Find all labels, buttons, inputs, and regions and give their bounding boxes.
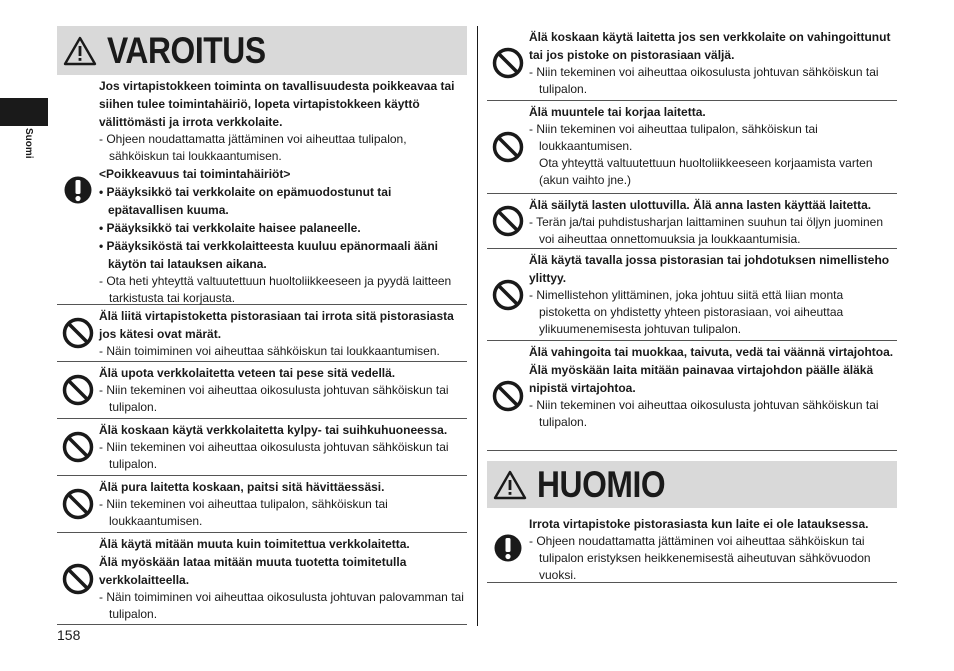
item-note: - Niin tekeminen voi aiheuttaa tulipalon, sähköiskun tai loukkaantumisen. — [529, 122, 818, 153]
item-heading: Älä upota verkkolaitetta veteen tai pese sitä vedellä. — [99, 366, 396, 380]
language-tab-marker — [0, 98, 48, 126]
item-text — [529, 513, 897, 582]
item-text — [99, 362, 467, 418]
item-text — [99, 533, 467, 624]
item-heading: Älä käytä mitään muuta kuin toimitettua verkkolaitetta. — [99, 537, 410, 551]
icon-cell — [487, 341, 529, 450]
icon-cell — [57, 305, 99, 361]
item-heading: Älä muuntele tai korjaa laitetta. — [529, 105, 706, 119]
prohibition-icon — [492, 131, 524, 163]
warning-title: VAROITUS — [107, 29, 266, 71]
item-note: - Terän ja/tai puhdistusharjan laittaminen suuhun tai öljyn juominen voi aiheuttaa onnettomuuksia ja loukkaantumisia. — [529, 215, 883, 246]
icon-cell — [57, 533, 99, 624]
item-note: - Niin tekeminen voi aiheuttaa oikosulusta johtuvan sähköiskun tai tulipalon. — [99, 383, 449, 414]
prohibition-icon — [62, 563, 94, 595]
item-heading: Irrota virtapistoke pistorasiasta kun laite ei ole latauksessa. — [529, 517, 869, 531]
warning-item — [57, 75, 467, 305]
item-note: - Näin toimiminen voi aiheuttaa oikosulusta johtuvan palovamman tai tulipalon. — [99, 590, 464, 621]
icon-cell — [57, 419, 99, 475]
item-heading: Jos virtapistokkeen toiminta on tavallisuudesta poikkeavaa tai siihen tulee toimintahäiriö, lopeta virtapistokkeen käyttö välittömästi ja irrota verkkolaite. — [99, 79, 455, 129]
item-heading: Älä säilytä lasten ulottuvilla. Älä anna lasten käyttää laitetta. — [529, 198, 872, 212]
warning-item — [487, 341, 897, 451]
warning-item — [57, 533, 467, 625]
item-heading: Älä koskaan käytä laitetta jos sen verkkolaite on vahingoittunut tai jos pistoke on pistorasiaan väljä. — [529, 30, 891, 62]
icon-cell — [57, 75, 99, 304]
item-text — [99, 476, 467, 532]
warning-triangle-icon — [493, 470, 527, 500]
prohibition-icon — [492, 47, 524, 79]
warning-item — [487, 26, 897, 101]
icon-cell — [487, 513, 529, 582]
warning-item — [57, 362, 467, 419]
item-note: - Ohjeen noudattamatta jättäminen voi aiheuttaa sähköiskun tai tulipalon eristyksen heikkenemisestä aiheutuvan sähkövuodon vuoksi. — [529, 534, 871, 582]
bullet-item: • Pääyksikkö tai verkkolaite haisee palaneelle. — [99, 221, 361, 235]
item-text — [99, 305, 467, 361]
item-text — [99, 75, 467, 304]
warning-item — [57, 305, 467, 362]
bullet-item: • Pääyksiköstä tai verkkolaitteesta kuuluu epänormaali ääni käytön tai latauksen aikana. — [99, 239, 439, 271]
item-text — [529, 249, 897, 340]
item-note: - Niin tekeminen voi aiheuttaa oikosulusta johtuvan sähköiskun tai tulipalon. — [529, 398, 879, 429]
mandatory-exclamation-icon — [494, 532, 522, 564]
left-column — [57, 26, 467, 625]
item-note: - Niin tekeminen voi aiheuttaa oikosulusta johtuvan sähköiskun tai tulipalon. — [529, 65, 879, 96]
item-heading-2: Älä myöskään laita mitään painavaa virtajohdon päälle äläkä nipistä virtajohtoa. — [529, 363, 874, 395]
item-heading: Älä pura laitetta koskaan, paitsi sitä hävittäessäsi. — [99, 480, 385, 494]
warning-item — [487, 249, 897, 341]
item-note: - Näin toimiminen voi aiheuttaa sähköiskun tai loukkaantumisen. — [99, 344, 440, 358]
icon-cell — [487, 26, 529, 100]
language-tab-label: Suomi — [23, 128, 34, 159]
prohibition-icon — [492, 205, 524, 237]
prohibition-icon — [62, 317, 94, 349]
caution-title: HUOMIO — [537, 463, 666, 505]
item-text — [529, 194, 897, 248]
icon-cell — [57, 476, 99, 532]
item-text — [529, 341, 897, 450]
item-text — [529, 26, 897, 100]
warning-banner — [57, 26, 467, 75]
item-note-continued: Ota yhteyttä valtuutettuun huoltoliikkeeseen korjaamista varten (akun vaihto jne.) — [539, 156, 873, 187]
warning-item — [487, 194, 897, 249]
caution-item — [487, 513, 897, 583]
page-number: 158 — [57, 627, 81, 643]
warning-item — [57, 476, 467, 533]
caution-banner — [487, 461, 897, 508]
warning-triangle-icon — [63, 36, 97, 66]
item-note: - Niin tekeminen voi aiheuttaa oikosulusta johtuvan sähköiskun tai tulipalon. — [99, 440, 449, 471]
spacer — [487, 451, 897, 461]
icon-cell — [487, 194, 529, 248]
prohibition-icon — [62, 374, 94, 406]
right-column — [487, 26, 897, 583]
prohibition-icon — [492, 279, 524, 311]
mandatory-exclamation-icon — [64, 174, 92, 206]
item-heading: Älä liitä virtapistoketta pistorasiaan tai irrota sitä pistorasiasta jos kätesi ovat märät. — [99, 309, 454, 341]
column-divider — [477, 26, 478, 626]
item-note: - Nimellistehon ylittäminen, joka johtuu siitä että liian monta pistoketta on yhdistetty yhteen pistorasiaan, voi aiheuttaa ylikuumenemisesta johtuvan tulipalon. — [529, 288, 844, 336]
item-subheading: <Poikkeavuus tai toimintahäiriöt> — [99, 167, 291, 181]
warning-item — [57, 419, 467, 476]
bullet-item: • Pääyksikkö tai verkkolaite on epämuodostunut tai epätavallisen kuuma. — [99, 185, 392, 217]
icon-cell — [487, 249, 529, 340]
item-note: - Ota heti yhteyttä valtuutettuun huoltoliikkeeseen ja pyydä laitteen tarkistusta tai korjausta. — [99, 274, 452, 305]
item-text — [99, 419, 467, 475]
item-heading: Älä käytä tavalla jossa pistorasian tai johdotuksen nimellisteho ylittyy. — [529, 253, 890, 285]
prohibition-icon — [62, 431, 94, 463]
icon-cell — [487, 101, 529, 193]
icon-cell — [57, 362, 99, 418]
item-note: - Niin tekeminen voi aiheuttaa tulipalon, sähköiskun tai loukkaantumisen. — [99, 497, 388, 528]
prohibition-icon — [62, 488, 94, 520]
item-heading: Älä vahingoita tai muokkaa, taivuta, vedä tai väännä virtajohtoa. — [529, 345, 894, 359]
prohibition-icon — [492, 380, 524, 412]
item-text — [529, 101, 897, 193]
item-heading-2: Älä myöskään lataa mitään muuta tuotetta toimitetulla verkkolaitteella. — [99, 555, 407, 587]
warning-item — [487, 101, 897, 194]
item-heading: Älä koskaan käytä verkkolaitetta kylpy- tai suihkuhuoneessa. — [99, 423, 448, 437]
item-note: - Ohjeen noudattamatta jättäminen voi aiheuttaa tulipalon, sähköiskun tai loukkaantumisen. — [99, 132, 407, 163]
